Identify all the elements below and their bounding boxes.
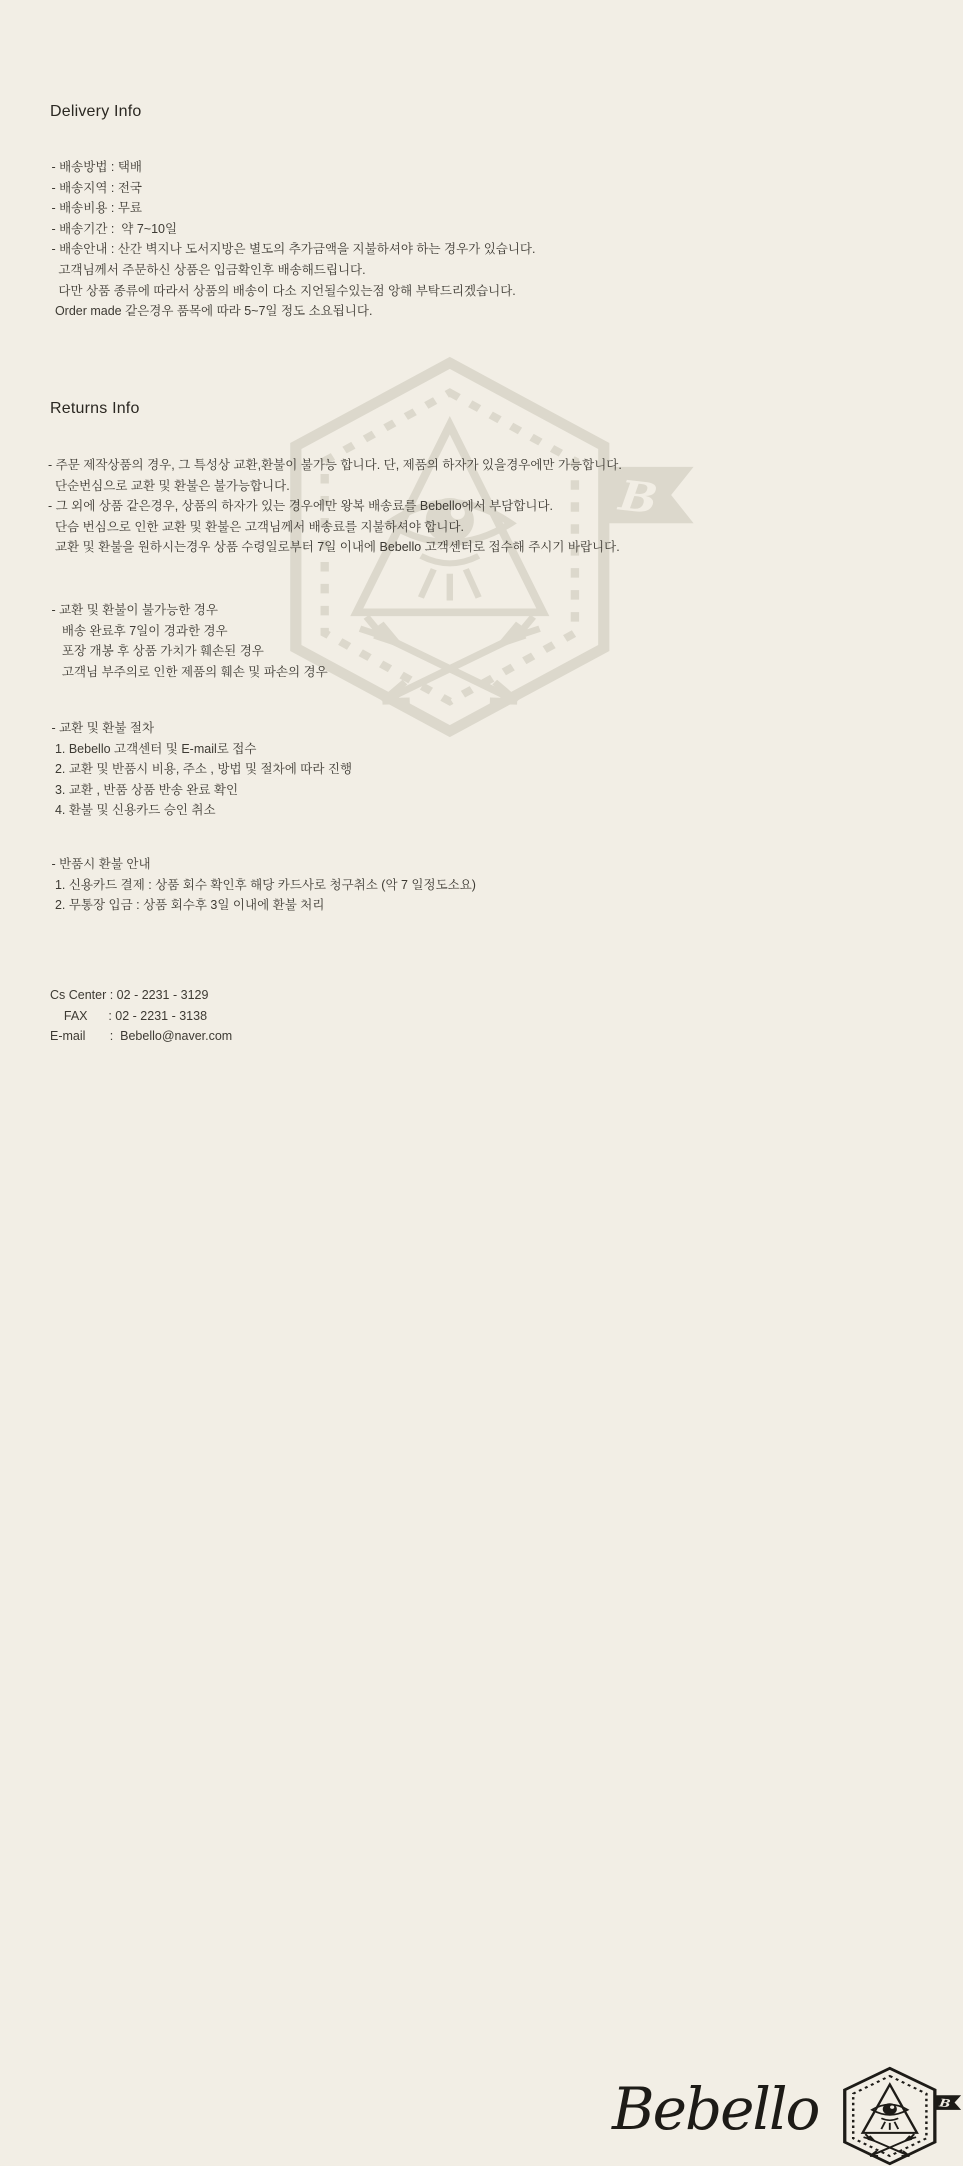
delivery-line: Order made 같은경우 품목에 따라 5~7일 정도 소요됩니다.: [48, 304, 373, 319]
exchange-procedure-section: [48, 718, 352, 821]
exchange-procedure-line: 4. 환불 및 신용카드 승인 취소: [48, 803, 216, 818]
returns-info-title: Returns Info: [50, 400, 140, 418]
exchange-procedure-line: 2. 교환 및 반품시 비용, 주소 , 방법 및 절차에 따라 진행: [48, 762, 353, 777]
exchange-not-allowed-section: [48, 600, 328, 682]
exchange-procedure-line: 3. 교환 , 반품 상품 반송 완료 확인: [48, 782, 239, 797]
returns-info-section: [48, 455, 622, 558]
refund-guide-line: 2. 무통장 입금 : 상품 회수후 3일 이내에 환불 처리: [48, 898, 325, 913]
delivery-line: - 배송기간 : 약 7~10일: [48, 221, 178, 236]
exchange-not-allowed-line: 배송 완료후 7일이 경과한 경우: [48, 623, 228, 638]
brand-footer: [0, 1030, 960, 2143]
brand-logo-script: Bebello: [612, 2075, 819, 2143]
exchange-not-allowed-line: - 교환 및 환불이 불가능한 경우: [48, 603, 218, 617]
fax-number: FAX : 02 - 2231 - 3138: [50, 1008, 208, 1023]
returns-line: 단슴 번심으로 인한 교환 및 환불은 고객님께서 배송료를 지불하셔야 합니다.: [48, 519, 465, 534]
delivery-line: 고객님께서 주문하신 상품은 입금확인후 배송해드립니다.: [48, 262, 366, 277]
delivery-line: 다만 상품 종류에 따라서 상품의 배송이 다소 지언될수있는점 앙해 부탁드리겠습니다.: [48, 283, 516, 298]
delivery-line: - 배송비용 : 무료: [48, 201, 142, 216]
returns-line: - 그 외에 상품 같은경우, 상품의 하자가 있는 경우에만 왕복 배송료를 Bebello에서 부담합니다.: [48, 499, 554, 514]
exchange-procedure-line: 1. Bebello 고객센터 및 E-mail로 접수: [48, 741, 257, 756]
exchange-procedure-line: - 교환 및 환불 절차: [48, 721, 155, 735]
returns-line: 교환 및 환불을 원하시는경우 상품 수령일로부터 7일 이내에 Bebello 고객센터로 접수해 주시기 바랍니다.: [48, 540, 620, 555]
delivery-line: - 배송지역 : 전국: [48, 180, 142, 195]
all-seeing-eye-emblem-icon: [841, 2066, 963, 2166]
delivery-info-title: Delivery Info: [50, 103, 142, 121]
returns-line: 단순번심으로 교환 및 환불은 불가능합니다.: [48, 478, 290, 493]
delivery-info-section: [48, 157, 536, 322]
email-address: E-mail : Bebello@naver.com: [50, 1029, 233, 1044]
delivery-line: - 배송안내 : 산간 벽지나 도서지방은 별도의 추가금액을 지불하셔야 하는 경우가 있습니다.: [48, 242, 536, 257]
cs-center-phone: Cs Center : 02 - 2231 - 3129: [50, 988, 209, 1002]
exchange-not-allowed-line: 고객님 부주의로 인한 제품의 훼손 및 파손의 경우: [48, 664, 328, 679]
delivery-line: - 배송방법 : 택배: [48, 160, 142, 174]
refund-guide-line: - 반품시 환불 안내: [48, 857, 151, 871]
returns-line: - 주문 제작상품의 경우, 그 특성상 교환,환불이 불가능 합니다. 단, 제품의 하자가 있을경우에만 가능합니다.: [48, 458, 622, 472]
refund-guide-line: 1. 신용카드 결제 : 상품 회수 확인후 해당 카드사로 청구취소 (악 7 일정도소요): [48, 877, 476, 892]
exchange-not-allowed-line: 포장 개봉 후 상품 가치가 훼손된 경우: [48, 644, 264, 659]
refund-guide-section: [48, 854, 476, 916]
